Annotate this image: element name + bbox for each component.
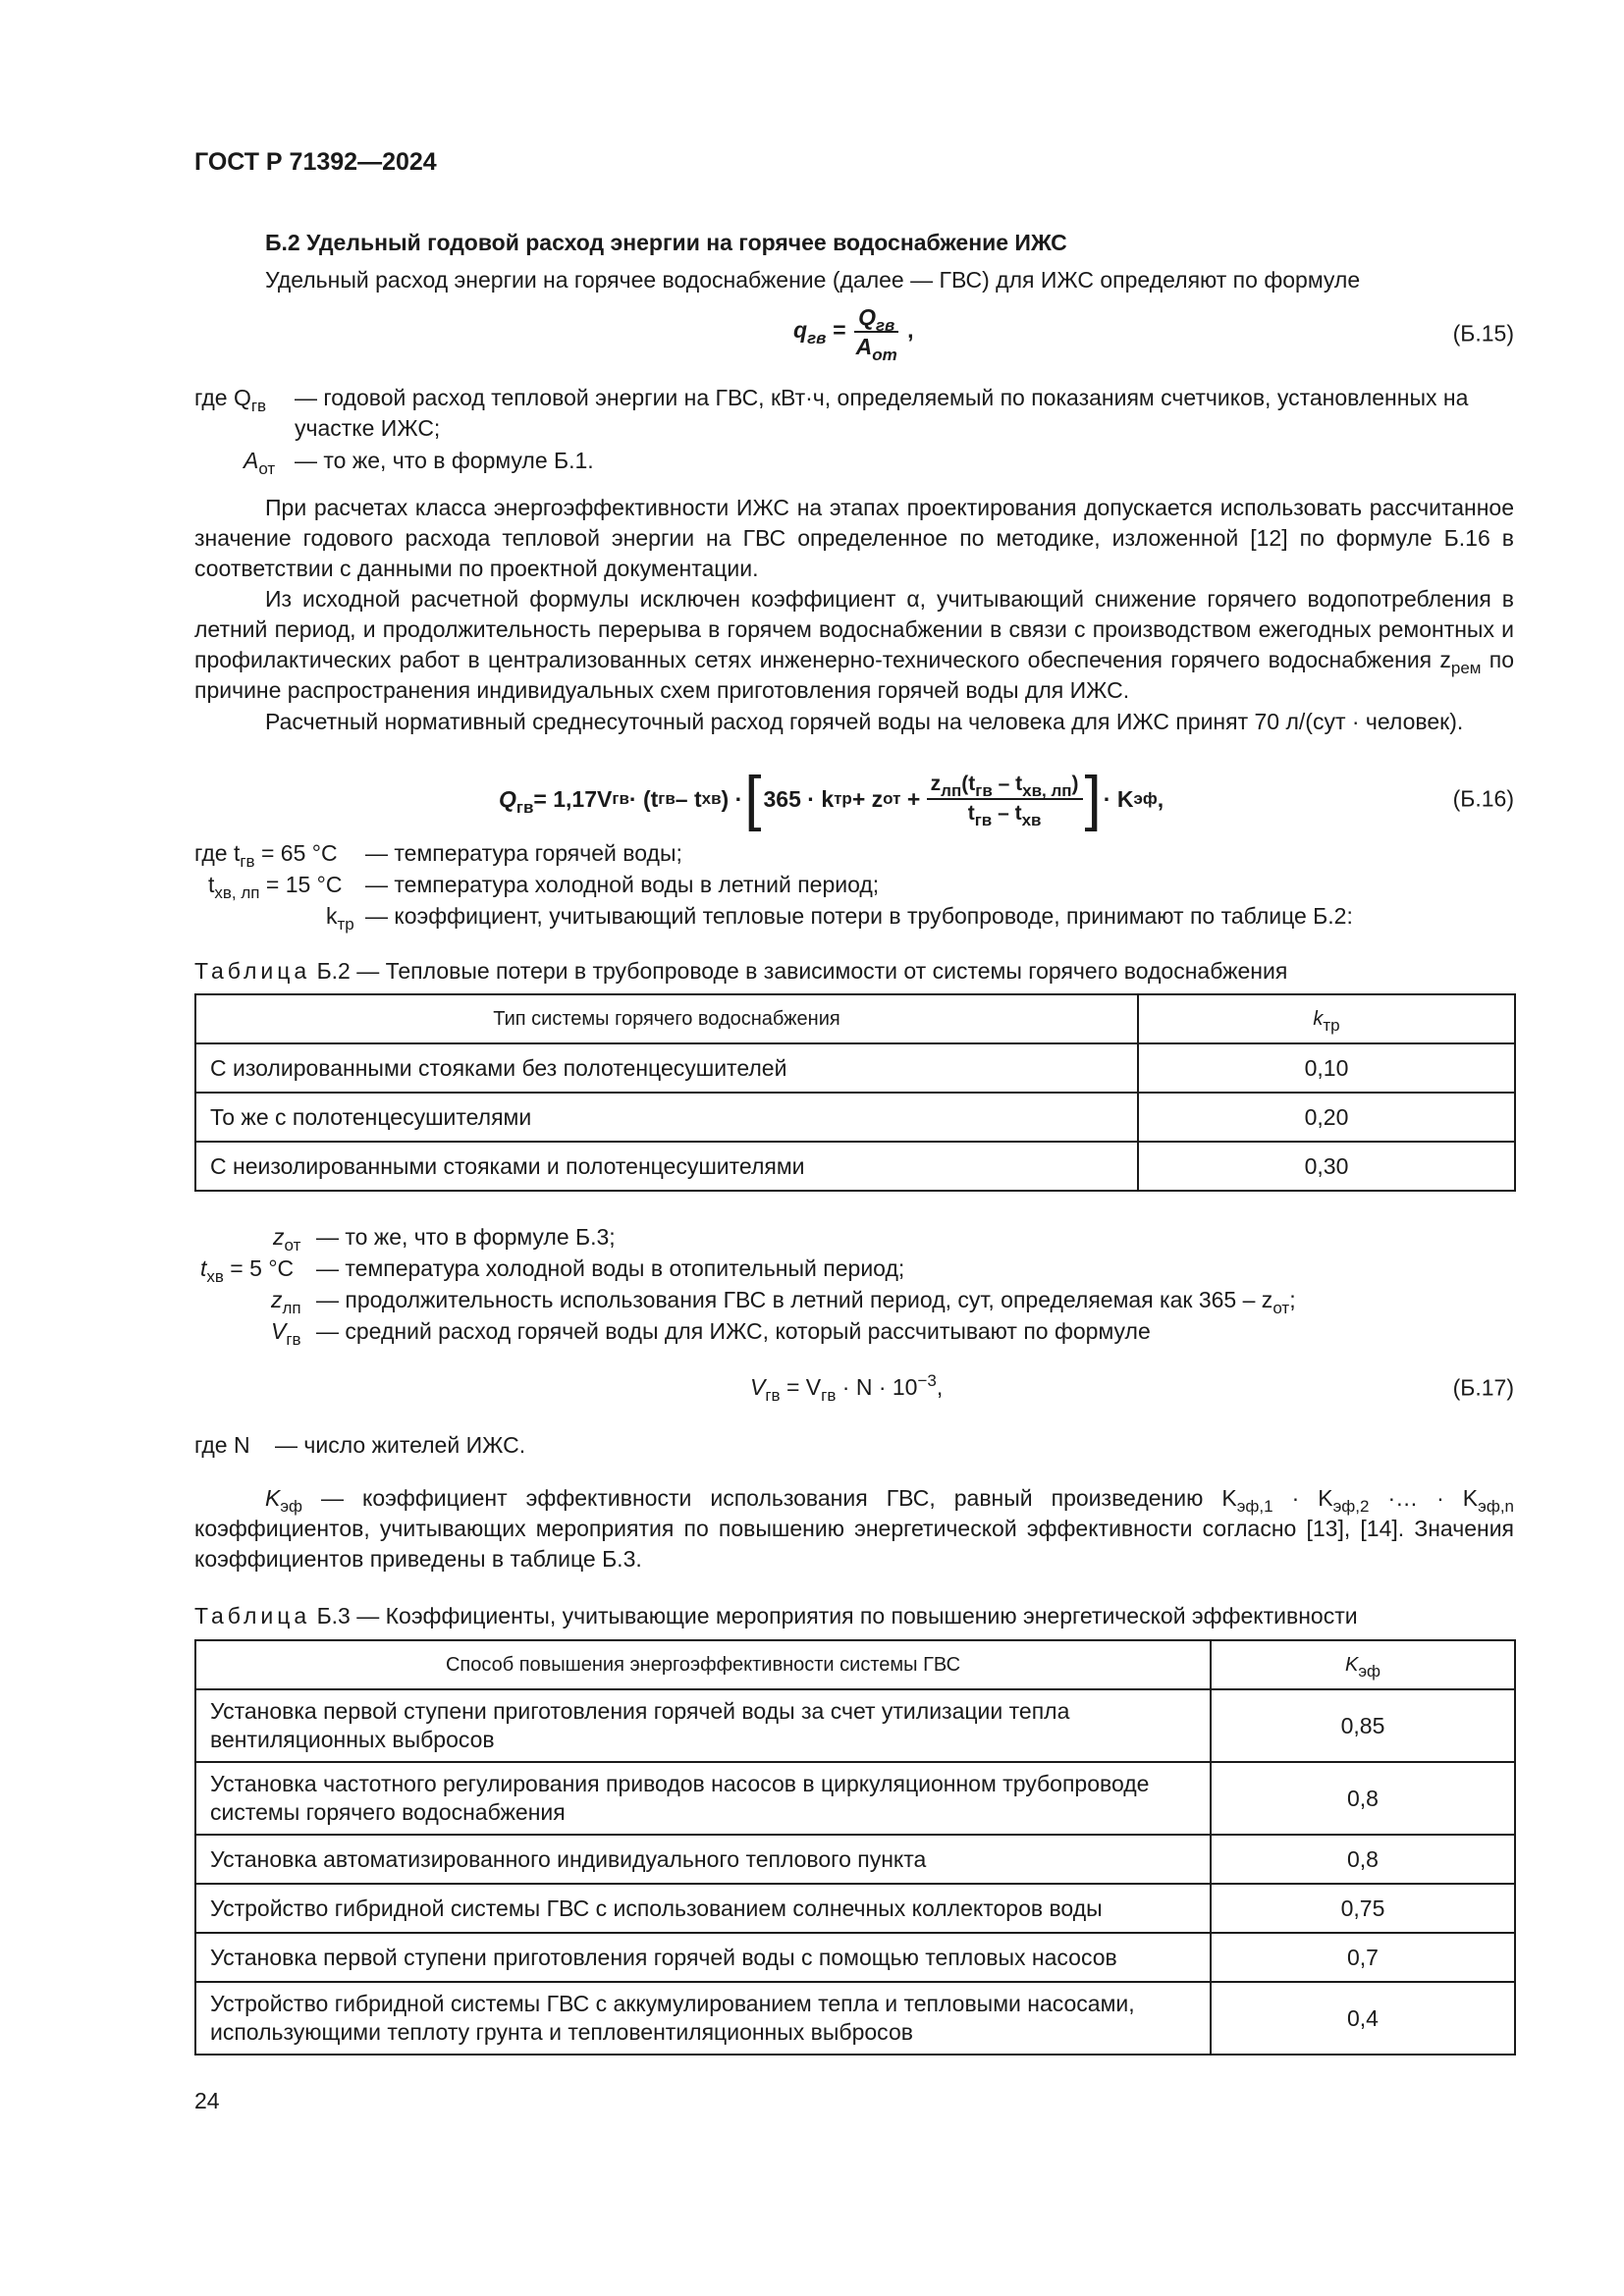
definition-text: — температура холодной воды в летний период; <box>365 872 880 897</box>
formula-b15-fraction: $\frac{Q_{гв}}{A_{от}}$ <box>855 304 897 364</box>
definition-text: — температура горячей воды; <box>365 840 682 866</box>
table-cell: 0,20 <box>1138 1093 1515 1142</box>
definition-t-gv <box>194 838 1514 869</box>
table-cell: 0,8 <box>1211 1762 1515 1835</box>
definition-n <box>194 1430 1514 1461</box>
table-cell: С изолированными стояками без полотенцесушителей <box>195 1043 1138 1093</box>
paragraph-1: При расчетах класса энергоэффективности ИЖС на этапах проектирования допускается использовать рассчитанное значение годового расхода тепловой энергии на ГВС определенное по методике, изложенной [12] по формуле Б.16 в соответствии с данными по проектной документации. <box>194 495 1514 581</box>
definition-term: $A_{от}$ <box>244 448 276 478</box>
table-b3-caption: Таблица Б.3 — Коэффициенты, учитывающие мероприятия по повышению энергетической эффективности <box>194 1603 1358 1629</box>
definition-t-hv-lp <box>194 870 1514 900</box>
definition-term: $k_{тр}$ <box>326 903 354 934</box>
formula-b15-body: $q_{гв}$ = $\frac{Q_{гв}}{A_{от}}$ , <box>793 304 914 364</box>
table-header-cell: Способ повышения энергоэффективности системы ГВС <box>195 1640 1211 1689</box>
document-header: ГОСТ Р 71392—2024 <box>194 148 437 176</box>
definition-text: — то же, что в формуле Б.3; <box>316 1224 616 1250</box>
table-row <box>195 1142 1515 1191</box>
table-row <box>195 1933 1515 1982</box>
definition-term: $t_{хв} = 5$ °C <box>200 1255 295 1286</box>
paragraph-3: Расчетный нормативный среднесуточный расход горячей воды на человека для ИЖС принят 70 л/(сут · человек). <box>265 709 1464 734</box>
table-cell: Установка частотного регулирования приводов насосов в циркуляционном трубопроводе системы горячего водоснабжения <box>195 1762 1211 1835</box>
formula-number: (Б.16) <box>1452 785 1514 812</box>
definition-term: где N <box>194 1432 250 1458</box>
definition-text: — число жителей ИЖС. <box>275 1432 526 1458</box>
table-cell: 0,30 <box>1138 1142 1515 1191</box>
table-cell: 0,85 <box>1211 1689 1515 1762</box>
paragraph-2: Из исходной расчетной формулы исключен коэффициент α, учитывающий снижение горячего водопотребления в летний период, и продолжительность перерыва в горячем водоснабжении в связи с производством ежегодных ремонтных и профилактических работ в централизованных сетях инженерно-технического обеспечения горячего водоснабжения $z_{рем}$ по причине распространения индивидуальных схем приготовления горячей воды для ИЖС. <box>194 586 1515 703</box>
definition-z-lp <box>194 1285 1514 1315</box>
definition-q <box>194 383 1514 444</box>
formula-number: (Б.17) <box>1452 1374 1514 1401</box>
definition-text: — продолжительность использования ГВС в летний период, сут, определяемая как $365 - z_{от}$; <box>316 1287 1296 1317</box>
right-bracket-icon: ] <box>1084 765 1102 832</box>
page-number: 24 <box>194 2088 220 2113</box>
table-cell: Устройство гибридной системы ГВС с аккумулированием тепла и тепловыми насосами, использующими теплоту грунта и тепловентиляционных выбросов <box>195 1982 1211 2055</box>
table-b3 <box>194 1639 1516 2056</box>
formula-b16 <box>194 764 1514 834</box>
definition-text: — коэффициент, учитывающий тепловые потери в трубопроводе, принимают по таблице Б.2: <box>365 903 1353 929</box>
table-header-cell: $k_{тр}$ <box>1138 994 1515 1043</box>
keff-paragraph: $K_{эф}$ — коэффициент эффективности использования ГВС, равный произведению $K_{эф,1} \cdot K_{эф,2}$ ·… · $K_{эф,n}$ коэффициентов, учитывающих мероприятия по повышению энергетической эффективности согласно [13], [14]. Значения коэффициентов приведены в таблице Б.3. <box>194 1485 1514 1572</box>
table-header-cell: Тип системы горячего водоснабжения <box>195 994 1138 1043</box>
definition-term: где $t_{гв} = 65$ °C <box>194 840 338 871</box>
definition-a <box>194 446 1514 476</box>
table-cell: То же с полотенцесушителями <box>195 1093 1138 1142</box>
table-row <box>195 1982 1515 2055</box>
formula-number: (Б.15) <box>1452 320 1514 347</box>
definition-text: — средний расход горячей воды для ИЖС, который рассчитывают по формуле <box>316 1318 1151 1344</box>
table-cell: 0,10 <box>1138 1043 1515 1093</box>
formula-b16-body: $Q_{гв}$ = 1,17V гв · (t гв – t хв ) · [ 365 · k тр + z от + $\frac{z_{лп}(t_{гв} - t_{хв, лп})}{t_{гв} - t_{хв}}$ ] · K эф , <box>499 765 1164 832</box>
section-intro: Удельный расход энергии на горячее водоснабжение (далее — ГВС) для ИЖС определяют по формуле <box>265 267 1361 293</box>
table-header-cell: $K_{эф}$ <box>1211 1640 1515 1689</box>
table-cell: 0,75 <box>1211 1884 1515 1933</box>
table-cell: Установка автоматизированного индивидуального теплового пункта <box>195 1835 1211 1884</box>
section-title: Б.2 Удельный годовой расход энергии на горячее водоснабжение ИЖС <box>265 230 1067 255</box>
definition-term: $z_{лп}$ <box>271 1287 301 1317</box>
table-row <box>195 1835 1515 1884</box>
table-cell: 0,4 <box>1211 1982 1515 2055</box>
definition-term: $V_{гв}$ <box>271 1318 301 1349</box>
definition-z-ot <box>194 1222 1514 1253</box>
definition-t-hv <box>194 1254 1514 1284</box>
table-cell: Установка первой ступени приготовления горячей воды за счет утилизации тепла вентиляционных выбросов <box>195 1689 1211 1762</box>
table-b2-caption: Таблица Б.2 — Тепловые потери в трубопроводе в зависимости от системы горячего водоснабжения <box>194 958 1288 984</box>
formula-b15 <box>194 304 1514 363</box>
formula-b17 <box>194 1368 1514 1408</box>
formula-b17-body: $V_{гв} = V_{гв} \cdot N \cdot 10^{-3}$, <box>750 1371 944 1405</box>
table-cell: Установка первой ступени приготовления горячей воды с помощью тепловых насосов <box>195 1933 1211 1982</box>
table-cell: 0,7 <box>1211 1933 1515 1982</box>
table-row <box>195 1762 1515 1835</box>
definition-text: — то же, что в формуле Б.1. <box>295 448 594 473</box>
definition-k-tr <box>194 901 1514 932</box>
definition-text: — годовой расход тепловой энергии на ГВС, кВт·ч, определяемый по показаниям счетчиков, установленных на участке ИЖС; <box>295 385 1469 441</box>
formula-b16-fraction: $\frac{z_{лп}(t_{гв} - t_{хв, лп})}{t_{гв} - t_{хв}}$ <box>927 772 1083 827</box>
definition-v-gv <box>194 1316 1514 1347</box>
table-b2 <box>194 993 1516 1192</box>
definition-term: $t_{хв, лп} = 15$ °C <box>208 872 343 902</box>
definition-term: $z_{от}$ <box>273 1224 301 1255</box>
table-header-row <box>195 994 1515 1043</box>
left-bracket-icon: [ <box>744 765 762 832</box>
table-row <box>195 1884 1515 1933</box>
table-cell: С неизолированными стояками и полотенцесушителями <box>195 1142 1138 1191</box>
table-header-row <box>195 1640 1515 1689</box>
definition-term: где $Q_{гв}$ <box>194 385 267 415</box>
definition-text: — температура холодной воды в отопительный период; <box>316 1255 905 1281</box>
table-row <box>195 1689 1515 1762</box>
table-cell: Устройство гибридной системы ГВС с использованием солнечных коллекторов воды <box>195 1884 1211 1933</box>
table-cell: 0,8 <box>1211 1835 1515 1884</box>
table-row <box>195 1043 1515 1093</box>
table-row <box>195 1093 1515 1142</box>
